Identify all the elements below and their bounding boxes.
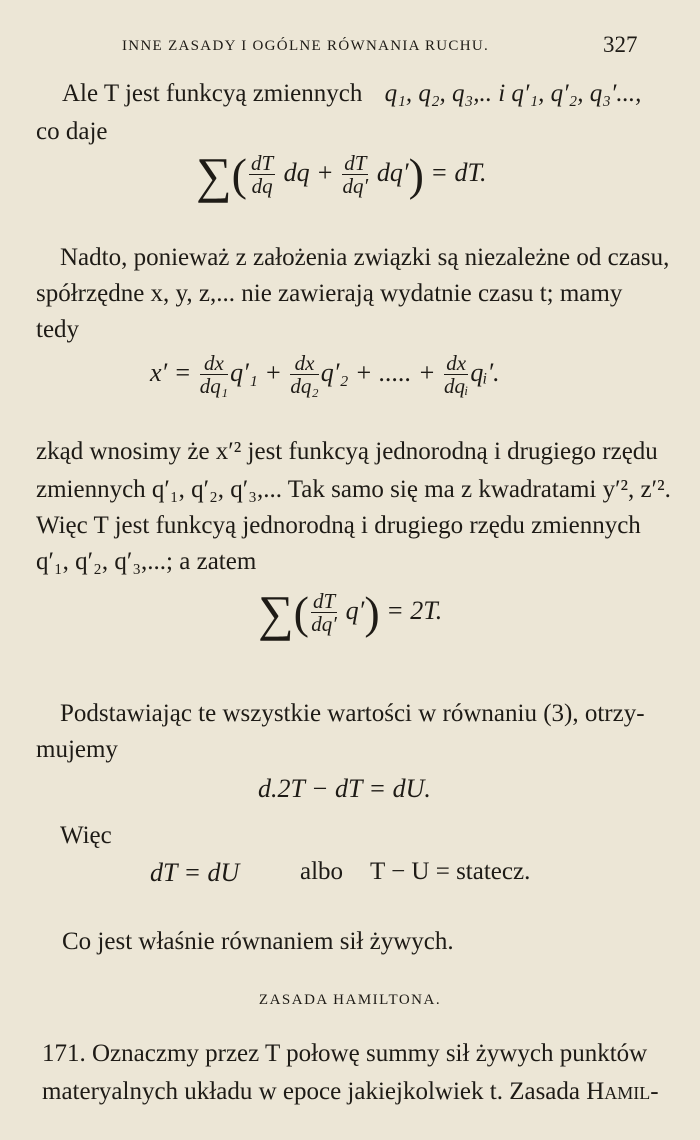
section-heading: ZASADA HAMILTONA.: [258, 992, 442, 1008]
text-line: Nadto, ponieważ z założenia związki są niezależne od czasu,: [60, 244, 670, 271]
text-line: tedy: [36, 316, 80, 343]
text-line: q′₁, q′₂, q′₃,...; a zatem: [36, 548, 257, 575]
equation-sum-2T: ∑( $\frac{dT}{dq'}$ q′) = 2T.: [258, 585, 443, 641]
text-line: spółrzędne x, y, z,... nie zawierają wydatnie czasu t; mamy: [36, 280, 623, 307]
text-line: zkąd wnosimy że x′² jest funkcyą jednorodną i drugiego rzędu: [36, 438, 658, 465]
text-line: Więc T jest funkcyą jednorodną i drugiego rzędu zmiennych: [36, 512, 641, 539]
equation-dT-dU: dT = dU: [150, 858, 240, 887]
page-number: 327: [603, 32, 638, 57]
connector-word: albo: [300, 858, 344, 885]
text-line: zmiennych q′₁, q′₂, q′₃,... Tak samo się ma z kwadratami y′², z′².: [36, 476, 671, 503]
equation-d2T: d.2T − dT = dU.: [258, 774, 431, 803]
text-line: materyalnych układu w epoce jakiejkolwiek t. Zasada Hamil-: [42, 1078, 659, 1105]
text-line: Ale T jest funkcyą zmiennych q₁, q₂, q₃,.. i q′₁, q′₂, q₃′...,: [62, 80, 642, 107]
running-header: INNE ZASADY I OGÓLNE RÓWNANIA RUCHU.: [122, 38, 490, 54]
text-line: Więc: [60, 822, 112, 849]
equation-sum-dT: ∑( $\frac{dT}{dq}$ dq + $\frac{dT}{dq'}$ dq′) = dT.: [196, 147, 487, 203]
text-line: mujemy: [36, 736, 118, 763]
text-line: Podstawiając te wszystkie wartości w równaniu (3), otrzy-: [60, 700, 645, 727]
text-line: Co jest właśnie równaniem sił żywych.: [62, 928, 454, 955]
text-line: 171. Oznaczmy przez T połowę summy sił żywych punktów: [42, 1040, 648, 1067]
equation-x-prime: x′ = $\frac{dx}{\text{dq₁}}$ q′₁ + $\frac{dx}{\text{dq₂}}$ q′₂ + ..... + $\frac{dx}{\text{dqᵢ}}$ qᵢ′.: [150, 351, 500, 399]
equation-T-minus-U: T − U = statecz.: [370, 858, 531, 885]
text-line: co daje: [36, 118, 108, 145]
